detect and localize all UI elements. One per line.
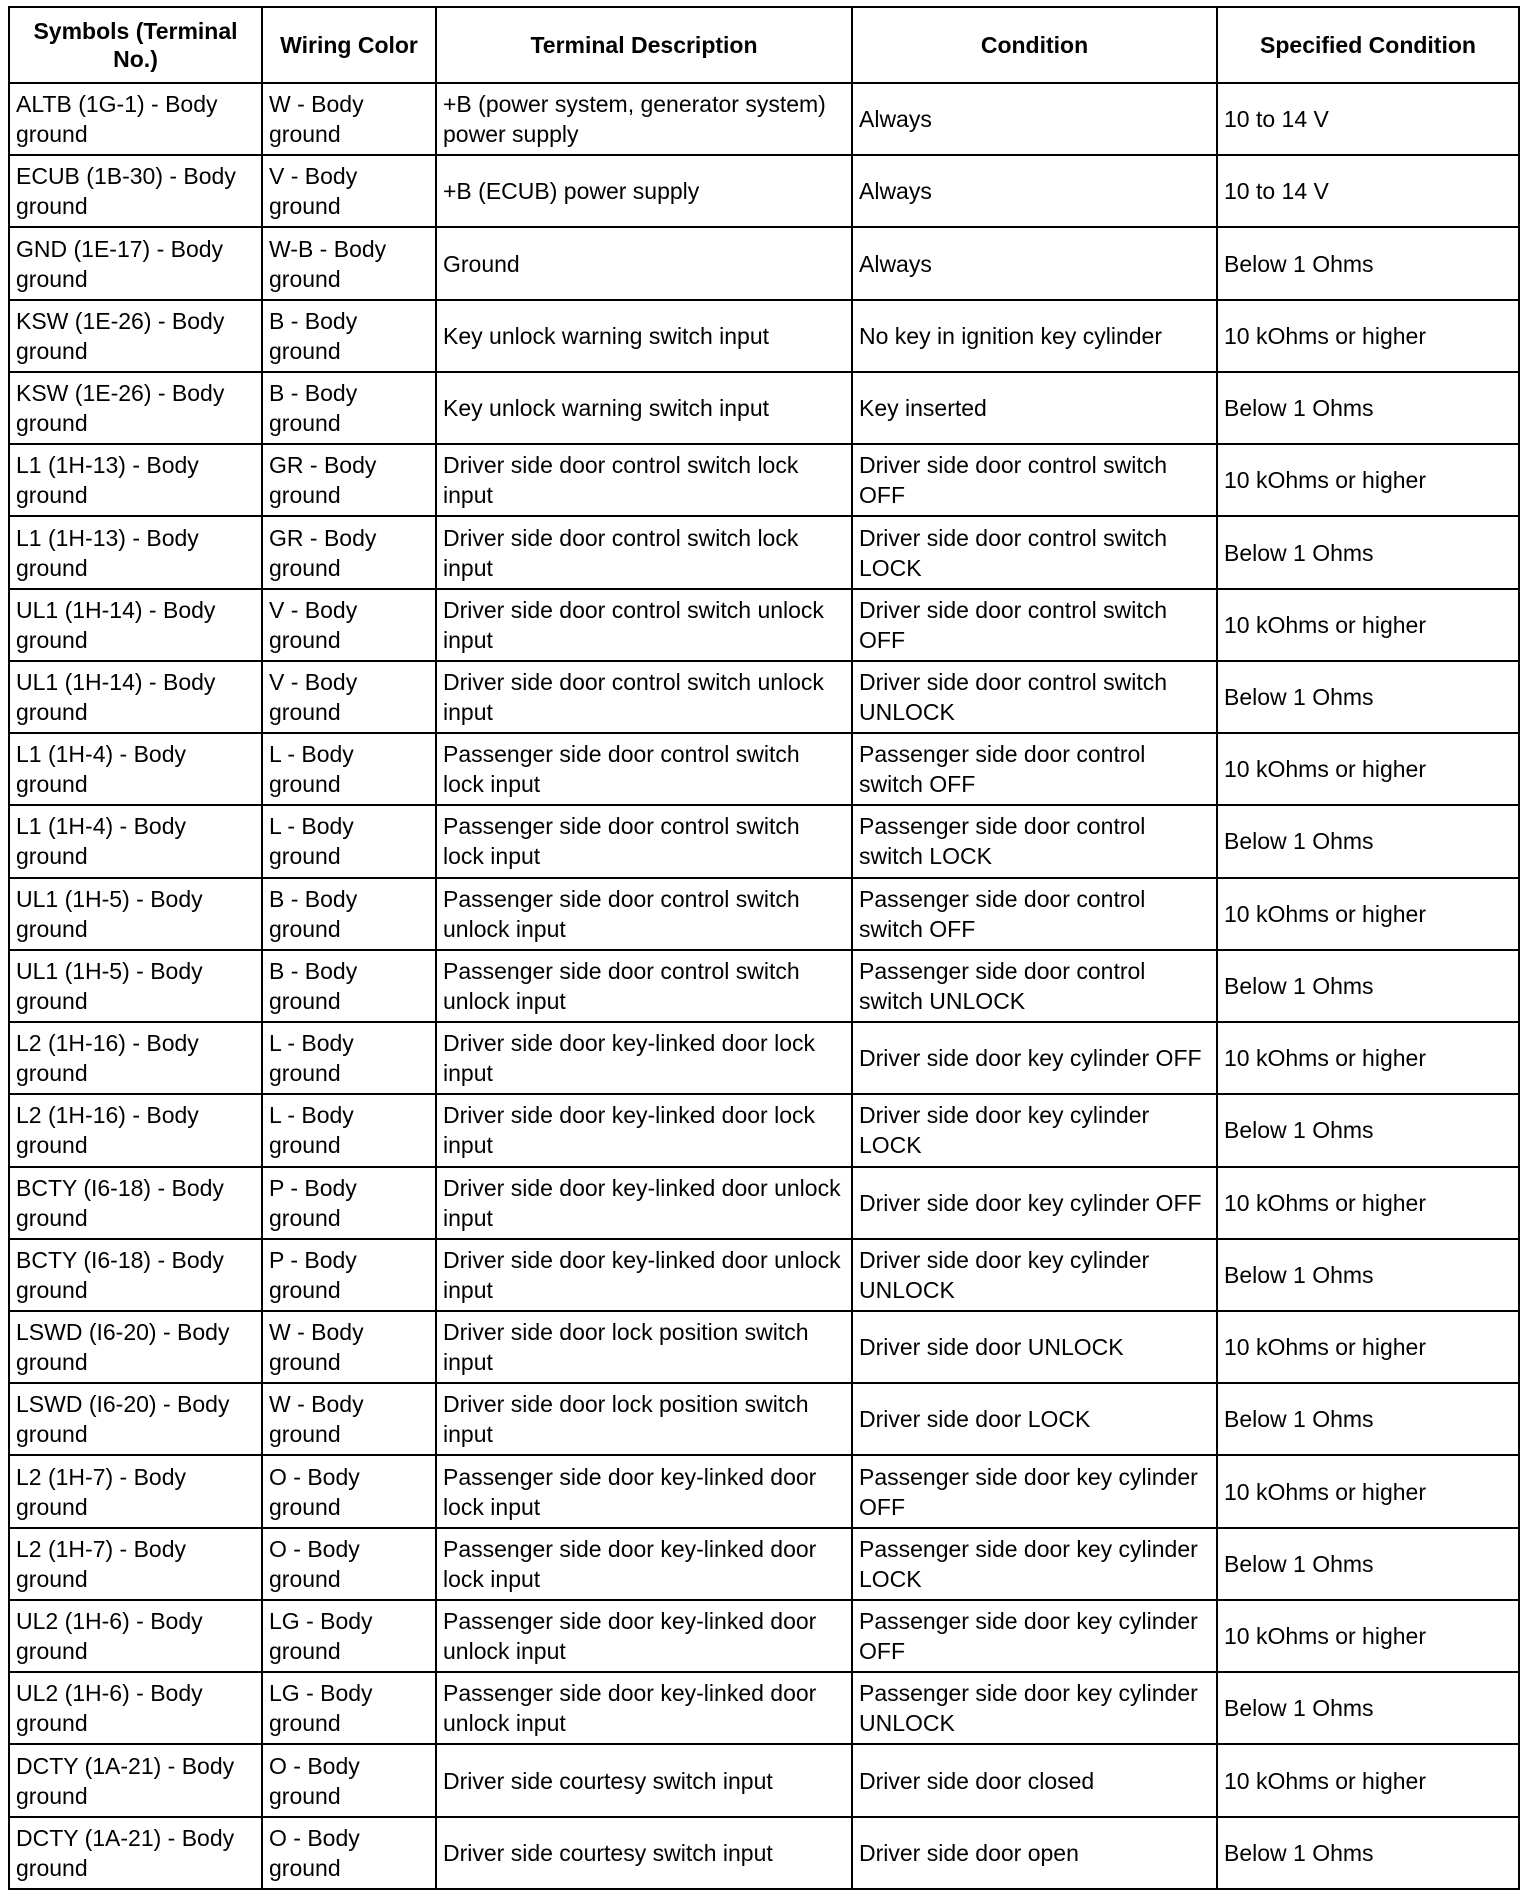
cell-condition: Driver side door control switch OFF <box>852 589 1217 661</box>
cell-condition: Passenger side door control switch LOCK <box>852 805 1217 877</box>
cell-terminal-description: Driver side door key-linked door unlock input <box>436 1239 852 1311</box>
cell-specified-condition: 10 to 14 V <box>1217 83 1519 155</box>
cell-symbols: ECUB (1B-30) - Body ground <box>9 155 262 227</box>
cell-wiring-color: W - Body ground <box>262 83 436 155</box>
table-row <box>9 805 1519 877</box>
cell-wiring-color: L - Body ground <box>262 1094 436 1166</box>
cell-symbols: UL1 (1H-5) - Body ground <box>9 878 262 950</box>
cell-specified-condition: Below 1 Ohms <box>1217 1817 1519 1889</box>
cell-condition: Passenger side door key cylinder OFF <box>852 1600 1217 1672</box>
cell-terminal-description: Passenger side door control switch unlock input <box>436 950 852 1022</box>
cell-specified-condition: Below 1 Ohms <box>1217 1094 1519 1166</box>
cell-condition: Passenger side door key cylinder OFF <box>852 1455 1217 1527</box>
cell-condition: Passenger side door key cylinder LOCK <box>852 1528 1217 1600</box>
cell-condition: Driver side door UNLOCK <box>852 1311 1217 1383</box>
cell-wiring-color: V - Body ground <box>262 589 436 661</box>
cell-condition: Passenger side door control switch UNLOCK <box>852 950 1217 1022</box>
cell-symbols: BCTY (I6-18) - Body ground <box>9 1239 262 1311</box>
cell-specified-condition: 10 kOhms or higher <box>1217 733 1519 805</box>
cell-terminal-description: Key unlock warning switch input <box>436 372 852 444</box>
cell-terminal-description: Passenger side door key-linked door lock input <box>436 1455 852 1527</box>
cell-condition: Driver side door open <box>852 1817 1217 1889</box>
cell-terminal-description: Driver side door control switch unlock input <box>436 589 852 661</box>
cell-wiring-color: O - Body ground <box>262 1744 436 1816</box>
cell-terminal-description: Passenger side door key-linked door unlock input <box>436 1600 852 1672</box>
table-row <box>9 1167 1519 1239</box>
cell-symbols: L1 (1H-4) - Body ground <box>9 805 262 877</box>
cell-wiring-color: GR - Body ground <box>262 444 436 516</box>
table-row <box>9 1672 1519 1744</box>
cell-symbols: DCTY (1A-21) - Body ground <box>9 1744 262 1816</box>
cell-symbols: UL1 (1H-5) - Body ground <box>9 950 262 1022</box>
cell-wiring-color: L - Body ground <box>262 1022 436 1094</box>
cell-condition: Passenger side door control switch OFF <box>852 733 1217 805</box>
cell-specified-condition: 10 kOhms or higher <box>1217 1744 1519 1816</box>
cell-symbols: UL2 (1H-6) - Body ground <box>9 1600 262 1672</box>
table-row <box>9 1022 1519 1094</box>
table-row <box>9 950 1519 1022</box>
cell-specified-condition: Below 1 Ohms <box>1217 227 1519 299</box>
table-row <box>9 589 1519 661</box>
cell-terminal-description: Driver side door key-linked door lock input <box>436 1094 852 1166</box>
table-row <box>9 300 1519 372</box>
cell-condition: Key inserted <box>852 372 1217 444</box>
header-symbols: Symbols (Terminal No.) <box>9 7 262 83</box>
header-specified-condition: Specified Condition <box>1217 7 1519 83</box>
cell-condition: Driver side door key cylinder LOCK <box>852 1094 1217 1166</box>
cell-wiring-color: W - Body ground <box>262 1311 436 1383</box>
cell-specified-condition: 10 kOhms or higher <box>1217 1167 1519 1239</box>
table-row <box>9 444 1519 516</box>
cell-condition: Driver side door control switch OFF <box>852 444 1217 516</box>
header-terminal-description: Terminal Description <box>436 7 852 83</box>
cell-condition: Driver side door key cylinder OFF <box>852 1167 1217 1239</box>
cell-condition: Passenger side door key cylinder UNLOCK <box>852 1672 1217 1744</box>
cell-terminal-description: Driver side door lock position switch input <box>436 1311 852 1383</box>
header-condition: Condition <box>852 7 1217 83</box>
cell-specified-condition: Below 1 Ohms <box>1217 1239 1519 1311</box>
cell-terminal-description: +B (power system, generator system) power supply <box>436 83 852 155</box>
cell-wiring-color: W - Body ground <box>262 1383 436 1455</box>
cell-condition: Passenger side door control switch OFF <box>852 878 1217 950</box>
table-row <box>9 1744 1519 1816</box>
cell-specified-condition: 10 kOhms or higher <box>1217 1022 1519 1094</box>
cell-wiring-color: V - Body ground <box>262 661 436 733</box>
table-row <box>9 227 1519 299</box>
table-row <box>9 1528 1519 1600</box>
terminal-spec-table <box>8 6 1520 1890</box>
table-row <box>9 1311 1519 1383</box>
table-row <box>9 1383 1519 1455</box>
cell-symbols: L1 (1H-13) - Body ground <box>9 444 262 516</box>
cell-specified-condition: 10 kOhms or higher <box>1217 589 1519 661</box>
cell-condition: Driver side door LOCK <box>852 1383 1217 1455</box>
table-row <box>9 661 1519 733</box>
cell-terminal-description: +B (ECUB) power supply <box>436 155 852 227</box>
cell-terminal-description: Passenger side door key-linked door unlock input <box>436 1672 852 1744</box>
cell-terminal-description: Driver side door control switch lock input <box>436 516 852 588</box>
cell-condition: Driver side door control switch LOCK <box>852 516 1217 588</box>
table-row <box>9 1600 1519 1672</box>
cell-terminal-description: Passenger side door control switch lock input <box>436 805 852 877</box>
cell-symbols: L2 (1H-16) - Body ground <box>9 1022 262 1094</box>
table-row <box>9 372 1519 444</box>
cell-wiring-color: L - Body ground <box>262 805 436 877</box>
cell-specified-condition: Below 1 Ohms <box>1217 950 1519 1022</box>
cell-condition: Always <box>852 83 1217 155</box>
cell-symbols: LSWD (I6-20) - Body ground <box>9 1311 262 1383</box>
cell-condition: Always <box>852 155 1217 227</box>
cell-specified-condition: 10 kOhms or higher <box>1217 878 1519 950</box>
table-row <box>9 1239 1519 1311</box>
cell-specified-condition: Below 1 Ohms <box>1217 1672 1519 1744</box>
cell-symbols: UL1 (1H-14) - Body ground <box>9 661 262 733</box>
cell-symbols: L1 (1H-4) - Body ground <box>9 733 262 805</box>
cell-symbols: KSW (1E-26) - Body ground <box>9 372 262 444</box>
cell-terminal-description: Key unlock warning switch input <box>436 300 852 372</box>
header-wiring-color: Wiring Color <box>262 7 436 83</box>
cell-specified-condition: 10 kOhms or higher <box>1217 1311 1519 1383</box>
cell-symbols: DCTY (1A-21) - Body ground <box>9 1817 262 1889</box>
cell-specified-condition: 10 kOhms or higher <box>1217 300 1519 372</box>
table-row <box>9 155 1519 227</box>
cell-specified-condition: Below 1 Ohms <box>1217 661 1519 733</box>
table-row <box>9 1094 1519 1166</box>
cell-specified-condition: Below 1 Ohms <box>1217 516 1519 588</box>
cell-terminal-description: Passenger side door key-linked door lock input <box>436 1528 852 1600</box>
cell-symbols: L1 (1H-13) - Body ground <box>9 516 262 588</box>
cell-wiring-color: B - Body ground <box>262 372 436 444</box>
cell-terminal-description: Driver side courtesy switch input <box>436 1744 852 1816</box>
table-row <box>9 1817 1519 1889</box>
cell-symbols: L2 (1H-16) - Body ground <box>9 1094 262 1166</box>
cell-condition: Driver side door key cylinder UNLOCK <box>852 1239 1217 1311</box>
cell-symbols: GND (1E-17) - Body ground <box>9 227 262 299</box>
table-body <box>9 83 1519 1889</box>
table-row <box>9 83 1519 155</box>
cell-wiring-color: L - Body ground <box>262 733 436 805</box>
cell-symbols: LSWD (I6-20) - Body ground <box>9 1383 262 1455</box>
cell-terminal-description: Ground <box>436 227 852 299</box>
cell-symbols: L2 (1H-7) - Body ground <box>9 1528 262 1600</box>
cell-wiring-color: B - Body ground <box>262 300 436 372</box>
cell-symbols: KSW (1E-26) - Body ground <box>9 300 262 372</box>
cell-specified-condition: 10 kOhms or higher <box>1217 1600 1519 1672</box>
cell-terminal-description: Passenger side door control switch lock input <box>436 733 852 805</box>
cell-terminal-description: Driver side door lock position switch input <box>436 1383 852 1455</box>
cell-wiring-color: O - Body ground <box>262 1817 436 1889</box>
cell-terminal-description: Driver side door key-linked door lock input <box>436 1022 852 1094</box>
cell-specified-condition: 10 kOhms or higher <box>1217 444 1519 516</box>
cell-symbols: L2 (1H-7) - Body ground <box>9 1455 262 1527</box>
table-row <box>9 516 1519 588</box>
cell-condition: No key in ignition key cylinder <box>852 300 1217 372</box>
cell-specified-condition: Below 1 Ohms <box>1217 372 1519 444</box>
cell-specified-condition: 10 to 14 V <box>1217 155 1519 227</box>
cell-specified-condition: Below 1 Ohms <box>1217 1528 1519 1600</box>
cell-wiring-color: W-B - Body ground <box>262 227 436 299</box>
header-row <box>9 7 1519 83</box>
cell-symbols: UL2 (1H-6) - Body ground <box>9 1672 262 1744</box>
cell-condition: Always <box>852 227 1217 299</box>
cell-wiring-color: GR - Body ground <box>262 516 436 588</box>
cell-symbols: ALTB (1G-1) - Body ground <box>9 83 262 155</box>
cell-terminal-description: Passenger side door control switch unlock input <box>436 878 852 950</box>
cell-wiring-color: O - Body ground <box>262 1455 436 1527</box>
table-row <box>9 878 1519 950</box>
cell-wiring-color: O - Body ground <box>262 1528 436 1600</box>
cell-wiring-color: B - Body ground <box>262 950 436 1022</box>
table-row <box>9 1455 1519 1527</box>
cell-terminal-description: Driver side door control switch lock input <box>436 444 852 516</box>
cell-wiring-color: V - Body ground <box>262 155 436 227</box>
cell-specified-condition: Below 1 Ohms <box>1217 1383 1519 1455</box>
cell-wiring-color: LG - Body ground <box>262 1672 436 1744</box>
table-row <box>9 733 1519 805</box>
table-header <box>9 7 1519 83</box>
cell-condition: Driver side door closed <box>852 1744 1217 1816</box>
cell-terminal-description: Driver side door key-linked door unlock input <box>436 1167 852 1239</box>
cell-specified-condition: 10 kOhms or higher <box>1217 1455 1519 1527</box>
cell-terminal-description: Driver side door control switch unlock input <box>436 661 852 733</box>
cell-condition: Driver side door control switch UNLOCK <box>852 661 1217 733</box>
cell-terminal-description: Driver side courtesy switch input <box>436 1817 852 1889</box>
cell-condition: Driver side door key cylinder OFF <box>852 1022 1217 1094</box>
cell-wiring-color: P - Body ground <box>262 1167 436 1239</box>
cell-symbols: UL1 (1H-14) - Body ground <box>9 589 262 661</box>
cell-wiring-color: P - Body ground <box>262 1239 436 1311</box>
cell-specified-condition: Below 1 Ohms <box>1217 805 1519 877</box>
cell-wiring-color: B - Body ground <box>262 878 436 950</box>
cell-wiring-color: LG - Body ground <box>262 1600 436 1672</box>
cell-symbols: BCTY (I6-18) - Body ground <box>9 1167 262 1239</box>
